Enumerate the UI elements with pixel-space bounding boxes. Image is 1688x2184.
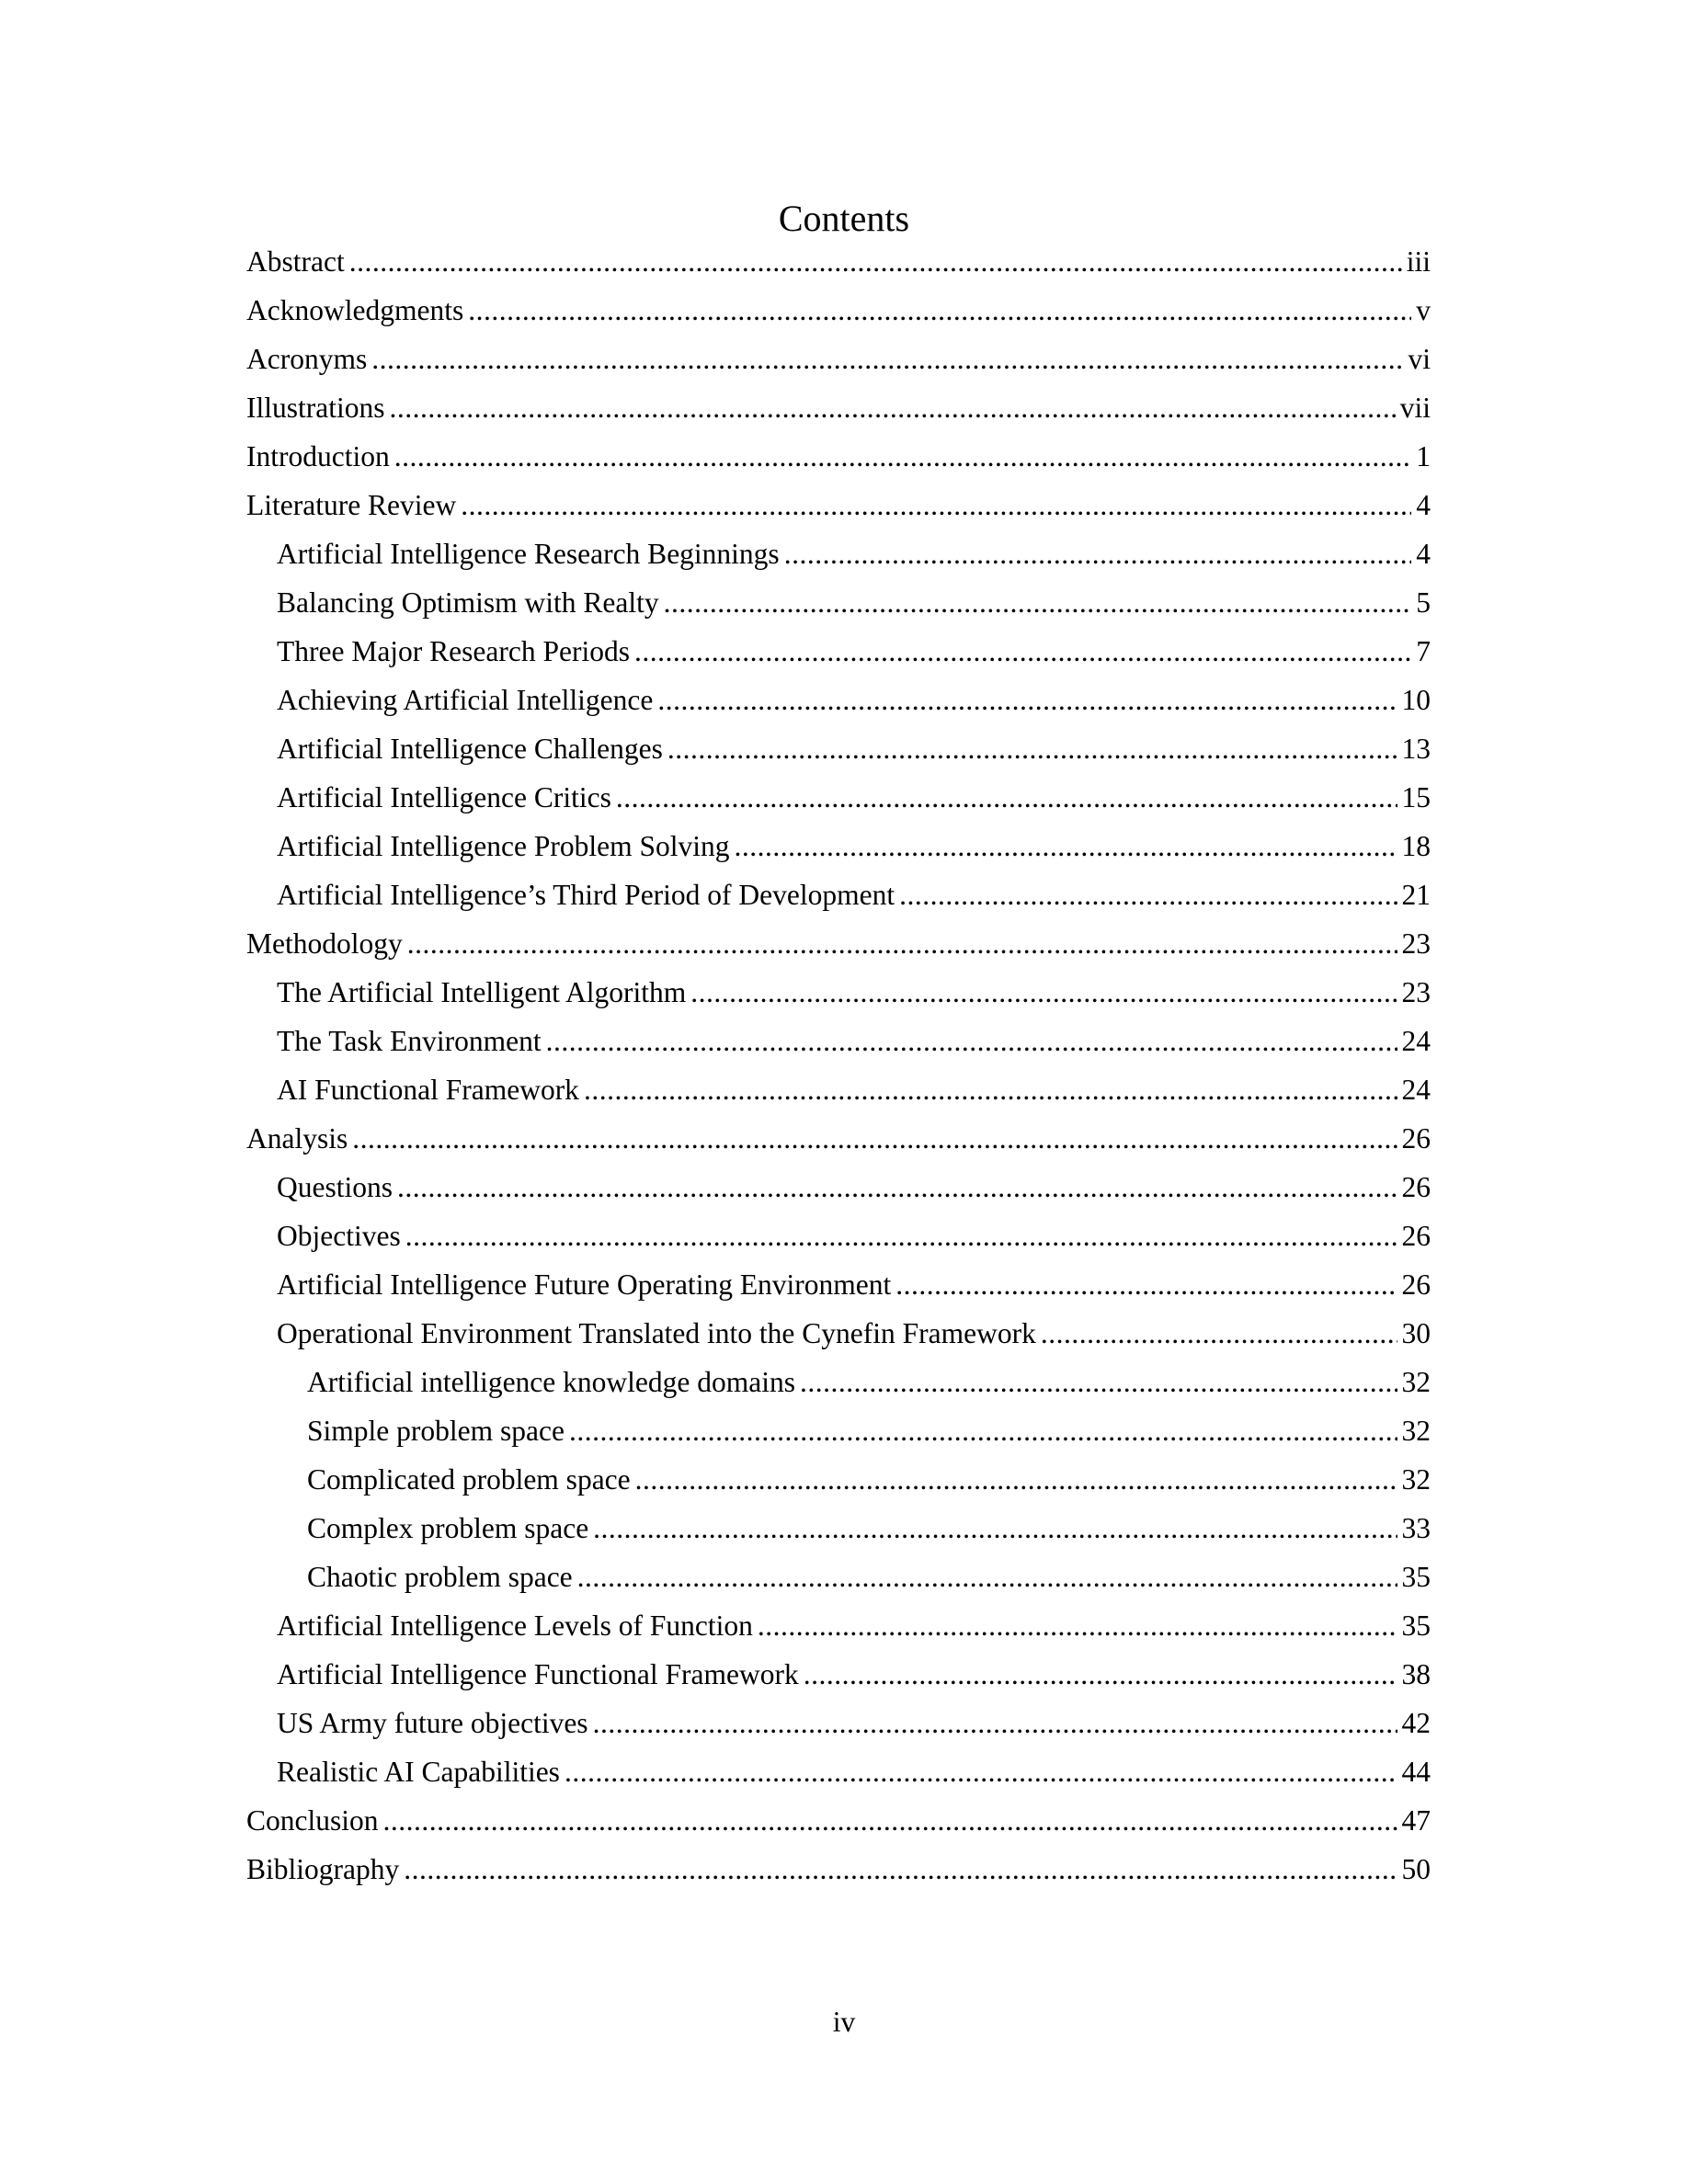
dot-leader (758, 1608, 1397, 1644)
dot-leader (397, 1169, 1397, 1206)
dot-leader (565, 1754, 1397, 1791)
toc-entry[interactable] (246, 390, 1431, 438)
toc-entry-title: Artificial Intelligence Future Operating Environment (277, 1268, 892, 1301)
toc-entry-title: Conclusion (246, 1804, 379, 1837)
toc-entry[interactable] (246, 1120, 1431, 1169)
dot-leader (569, 1413, 1397, 1450)
toc-entry-title: Artificial Intelligence’s Third Period of Development (277, 879, 895, 911)
toc-entry[interactable] (246, 1803, 1431, 1851)
toc-entry-title: Realistic AI Capabilities (277, 1756, 560, 1788)
dot-leader (394, 438, 1412, 475)
toc-entry[interactable] (246, 1267, 1431, 1315)
dot-leader (404, 1851, 1397, 1888)
dot-leader (352, 1120, 1397, 1157)
toc-entry-title: The Artificial Intelligent Algorithm (277, 976, 687, 1008)
toc-entry-page: 24 (1401, 1025, 1431, 1057)
toc-entry-title: AI Functional Framework (277, 1074, 579, 1106)
toc-entry-page: v (1416, 294, 1431, 326)
toc-entry-title: US Army future objectives (277, 1707, 588, 1739)
toc-entry-title: The Task Environment (277, 1025, 542, 1057)
toc-entry[interactable] (246, 244, 1431, 292)
toc-entry-title: Balancing Optimism with Realty (277, 586, 659, 619)
toc-entry-title: Artificial Intelligence Challenges (277, 733, 663, 765)
dot-leader (735, 828, 1397, 865)
toc-entry-page: 4 (1416, 538, 1431, 570)
toc-entry-title: Bibliography (246, 1853, 400, 1885)
toc-entry[interactable] (246, 828, 1431, 877)
toc-entry[interactable] (246, 1169, 1431, 1218)
toc-entry-title: Simple problem space (307, 1415, 565, 1447)
toc-entry-title: Artificial Intelligence Research Beginnings (277, 538, 780, 570)
toc-entry[interactable] (246, 1559, 1431, 1608)
toc-entry[interactable] (246, 438, 1431, 487)
toc-entry-page: 26 (1401, 1268, 1431, 1301)
toc-entry[interactable] (246, 341, 1431, 390)
dot-leader (895, 1267, 1397, 1303)
toc-entry[interactable] (246, 1754, 1431, 1803)
toc-entry-page: 44 (1401, 1756, 1431, 1788)
dot-leader (407, 926, 1397, 962)
toc-entry-title: Introduction (246, 440, 390, 472)
toc-entry-page: 35 (1401, 1561, 1431, 1593)
toc-entry[interactable] (246, 1315, 1431, 1364)
dot-leader (383, 1803, 1397, 1839)
toc-entry[interactable] (246, 585, 1431, 633)
toc-entry[interactable] (246, 1023, 1431, 1072)
toc-entry-page: 23 (1401, 927, 1431, 960)
toc-entry-page: 26 (1401, 1122, 1431, 1155)
toc-entry[interactable] (246, 779, 1431, 828)
toc-entry-title: Achieving Artificial Intelligence (277, 684, 654, 716)
toc-entry-page: 32 (1401, 1415, 1431, 1447)
page-title: Contents (778, 198, 910, 239)
dot-leader (461, 487, 1411, 524)
toc-entry[interactable] (246, 1462, 1431, 1510)
toc-entry[interactable] (246, 877, 1431, 926)
toc-entry-title: Questions (277, 1171, 393, 1203)
dot-leader (657, 682, 1397, 719)
toc-entry-title: Artificial Intelligence Levels of Function (277, 1610, 753, 1642)
toc-entry-page: 26 (1401, 1220, 1431, 1252)
toc-entry[interactable] (246, 974, 1431, 1023)
toc-entry-page: 1 (1416, 440, 1431, 472)
toc-entry-title: Objectives (277, 1220, 401, 1252)
dot-leader (667, 731, 1397, 768)
toc-entry-title: Complicated problem space (307, 1463, 631, 1496)
toc-entry-page: 24 (1401, 1074, 1431, 1106)
toc-entry-title: Literature Review (246, 489, 457, 521)
toc-entry-title: Complex problem space (307, 1512, 589, 1544)
toc-entry-page: 26 (1401, 1171, 1431, 1203)
dot-leader (800, 1364, 1397, 1401)
dot-leader (405, 1218, 1397, 1255)
toc-entry-title: Chaotic problem space (307, 1561, 573, 1593)
toc-entry[interactable] (246, 1364, 1431, 1413)
dot-leader (1041, 1315, 1397, 1352)
toc-entry-page: 47 (1401, 1804, 1431, 1837)
toc-entry-title: Acknowledgments (246, 294, 464, 326)
toc-entry[interactable] (246, 1705, 1431, 1754)
toc-entry-page: 32 (1401, 1366, 1431, 1398)
toc-entry-page: iii (1406, 245, 1431, 278)
toc-entry-page: 13 (1401, 733, 1431, 765)
toc-entry-title: Acronyms (246, 343, 368, 375)
toc-entry-page: 38 (1401, 1658, 1431, 1690)
dot-leader (899, 877, 1397, 914)
toc-entry-page: 35 (1401, 1610, 1431, 1642)
toc-entry-page: 15 (1401, 781, 1431, 813)
toc-entry[interactable] (246, 1413, 1431, 1462)
toc-entry-page: 42 (1401, 1707, 1431, 1739)
toc-entry[interactable] (246, 1218, 1431, 1267)
dot-leader (390, 390, 1396, 427)
page-number: iv (832, 2006, 856, 2038)
dot-leader (546, 1023, 1397, 1060)
toc-entry-page: vii (1399, 392, 1431, 424)
toc-entry-page: 33 (1401, 1512, 1431, 1544)
toc-entry[interactable] (246, 1510, 1431, 1559)
toc-entry[interactable] (246, 1656, 1431, 1705)
dot-leader (577, 1559, 1397, 1596)
toc-entry-page: 10 (1401, 684, 1431, 716)
toc-entry-page: 18 (1401, 830, 1431, 862)
toc-entry[interactable] (246, 536, 1431, 585)
toc-entry[interactable] (246, 731, 1431, 779)
dot-leader (468, 292, 1411, 329)
toc-entry-page: 23 (1401, 976, 1431, 1008)
toc-entry[interactable] (246, 633, 1431, 682)
toc-entry-title: Abstract (246, 245, 345, 278)
toc-entry[interactable] (246, 1608, 1431, 1656)
dot-leader (784, 536, 1412, 573)
dot-leader (634, 633, 1411, 670)
toc-entry-page: 50 (1401, 1853, 1431, 1885)
toc-entry-page: vi (1408, 343, 1431, 375)
toc-entry-title: Artificial Intelligence Functional Framework (277, 1658, 799, 1690)
toc-entry-title: Artificial intelligence knowledge domains (307, 1366, 795, 1398)
dot-leader (616, 779, 1397, 816)
toc-entry-title: Methodology (246, 927, 403, 960)
toc-entry-page: 4 (1416, 489, 1431, 521)
toc-entry[interactable] (246, 682, 1431, 731)
dot-leader (664, 585, 1412, 621)
toc-entry-title: Artificial Intelligence Problem Solving (277, 830, 730, 862)
dot-leader (584, 1072, 1397, 1109)
dot-leader (349, 244, 1402, 280)
toc-entry[interactable] (246, 487, 1431, 536)
toc-entry[interactable] (246, 292, 1431, 341)
table-of-contents (246, 244, 1431, 1900)
toc-entry-title: Operational Environment Translated into the Cynefin Framework (277, 1317, 1036, 1349)
dot-leader (371, 341, 1403, 378)
toc-entry-page: 32 (1401, 1463, 1431, 1496)
toc-entry-page: 30 (1401, 1317, 1431, 1349)
dot-leader (593, 1705, 1397, 1742)
dot-leader (690, 974, 1397, 1011)
toc-entry-page: 7 (1416, 635, 1431, 667)
toc-entry-title: Artificial Intelligence Critics (277, 781, 611, 813)
toc-entry-title: Three Major Research Periods (277, 635, 630, 667)
toc-entry-title: Analysis (246, 1122, 348, 1155)
dot-leader (635, 1462, 1397, 1498)
toc-entry-title: Illustrations (246, 392, 385, 424)
dot-leader (804, 1656, 1397, 1693)
toc-entry[interactable] (246, 1072, 1431, 1120)
toc-entry[interactable] (246, 926, 1431, 974)
toc-entry-page: 5 (1416, 586, 1431, 619)
dot-leader (593, 1510, 1397, 1547)
toc-entry[interactable] (246, 1851, 1431, 1900)
toc-entry-page: 21 (1401, 879, 1431, 911)
